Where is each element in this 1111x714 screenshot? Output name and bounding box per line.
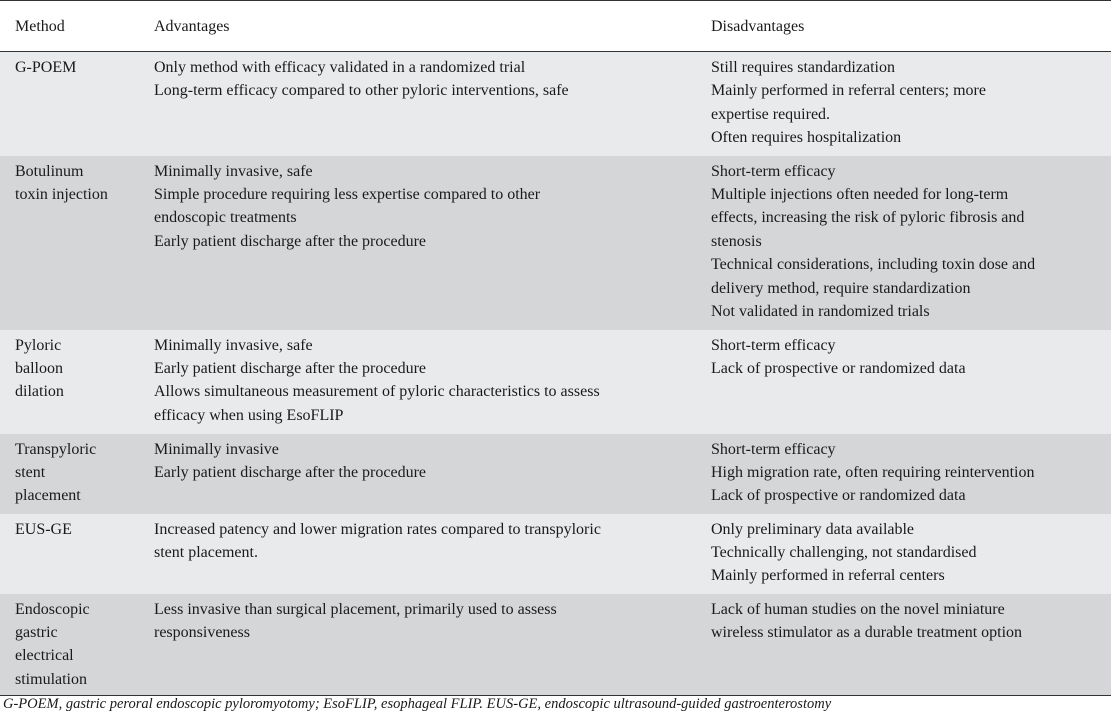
cell-line: stimulation [15,670,87,688]
cell-line: Short-term efficacy [711,336,836,354]
cell-line: electrical [15,647,74,665]
advantages-cell [139,594,696,696]
cell-line: stent [15,463,46,481]
cell-line: Lack of human studies on the novel miniature [711,600,1005,618]
method-cell [0,594,139,696]
cell-line: Still requires standardization [711,59,895,76]
cell-line: Mainly performed in referral centers; more [711,82,986,100]
method-cell [0,330,139,434]
advantages-cell [139,514,696,594]
cell-line: Minimally invasive [154,440,279,458]
header-row [0,1,1111,52]
advantages-cell [139,330,696,434]
cell-line: Short-term efficacy [711,162,836,180]
table-row-stent [0,434,1111,514]
cell-line: Long-term efficacy compared to other pyloric interventions, safe [154,82,569,100]
table-footnote: G-POEM, gastric peroral endoscopic pyloromyotomy; EsoFLIP, esophageal FLIP. EUS-GE, endoscopic ultrasound-guided gastroenterostomy [3,696,832,712]
cell-line: efficacy when using EsoFLIP [154,406,344,424]
advantages-cell [139,52,696,156]
cell-line: Lack of prospective or randomized data [711,487,966,505]
table-row-balloon [0,330,1111,434]
cell-line: delivery method, require standardization [711,279,971,297]
disadvantages-cell [696,434,1111,514]
cell-line: Lack of prospective or randomized data [711,359,966,377]
cell-line: placement [15,487,81,505]
cell-line: Technically challenging, not standardised [711,543,977,561]
cell-line: balloon [15,359,63,377]
cell-line: toxin injection [15,185,108,203]
header-method: Method [0,1,139,52]
cell-line: Early patient discharge after the procedure [154,232,427,250]
cell-line: endoscopic treatments [154,209,297,227]
cell-line: Technical considerations, including toxin dose and [711,256,1036,274]
method-cell [0,514,139,594]
method-cell [0,52,139,156]
table-row-g-poem [0,52,1111,156]
advantages-cell [139,434,696,514]
method-cell [0,434,139,514]
cell-line: Increased patency and lower migration rates compared to transpyloric [154,520,601,538]
cell-line: Often requires hospitalization [711,129,902,147]
table-row-eus-ge [0,514,1111,594]
cell-line: expertise required. [711,105,831,123]
cell-line: High migration rate, often requiring reintervention [711,463,1035,481]
cell-line: G-POEM [15,59,77,76]
disadvantages-cell [696,594,1111,696]
cell-line: dilation [15,383,64,401]
disadvantages-cell [696,52,1111,156]
cell-line: Only method with efficacy validated in a randomized trial [154,59,526,76]
cell-line: EUS-GE [15,520,72,538]
disadvantages-cell [696,330,1111,434]
table-row-botulinum [0,156,1111,330]
cell-line: Only preliminary data available [711,520,915,538]
cell-line: Pyloric [15,336,62,354]
cell-line: Simple procedure requiring less expertise compared to other [154,185,541,203]
cell-line: Less invasive than surgical placement, primarily used to assess [154,600,557,618]
cell-line: effects, increasing the risk of pyloric fibrosis and [711,209,1025,227]
cell-line: Multiple injections often needed for long-term [711,185,1009,203]
cell-line: wireless stimulator as a durable treatment option [711,623,1023,641]
cell-line: Early patient discharge after the procedure [154,463,427,481]
cell-line: Early patient discharge after the procedure [154,359,427,377]
advantages-cell [139,156,696,330]
disadvantages-cell [696,514,1111,594]
cell-line: Transpyloric [15,440,97,458]
cell-line: Endoscopic [15,600,90,618]
method-cell [0,156,139,330]
cell-line: Minimally invasive, safe [154,336,313,354]
cell-line: Mainly performed in referral centers [711,567,945,585]
cell-line: gastric [15,623,58,641]
cell-line: Not validated in randomized trials [711,302,930,320]
cell-line: responsiveness [154,623,250,641]
cell-line: Botulinum [15,162,84,180]
header-disadvantages: Disadvantages [696,1,1111,52]
cell-line: Minimally invasive, safe [154,162,313,180]
disadvantages-cell [696,156,1111,330]
cell-line: Allows simultaneous measurement of pyloric characteristics to assess [154,383,600,401]
cell-line: stenosis [711,232,762,250]
header-advantages: Advantages [139,1,696,52]
cell-line: Short-term efficacy [711,440,836,458]
table-row-stimulation [0,594,1111,696]
cell-line: stent placement. [154,543,258,561]
